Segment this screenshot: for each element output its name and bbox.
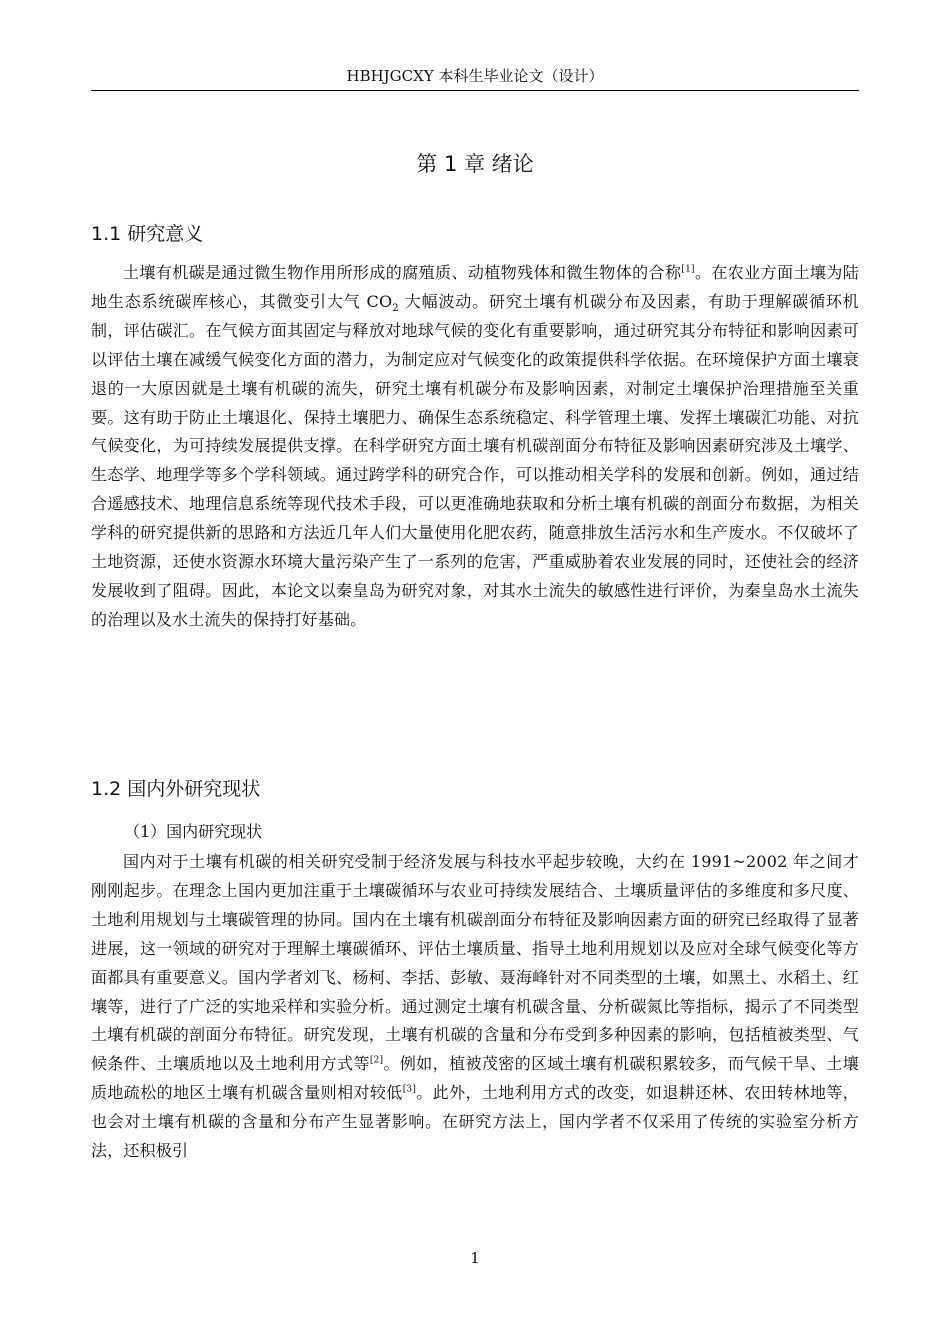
para-text: 国内对于土壤有机碳的相关研究受制于经济发展与科技水平起步较晚，大约在 1991~2002 年之间才刚刚起步。在理念上国内更加注重于土壤碳循环与农业可持续发展结合、土壤质量评估的多维度和多尺度、土地利用规划与土壤碳管理的协同。国内在土壤有机碳剖面分布特征及影响因素方面的研究已经取得了显著进展，这一领域的研究对于理解土壤碳循环、评估土壤质量、指导土地利用规划以及应对全球气候变化等方面都具有重要意义。国内学者刘飞、杨柯、李括、彭敏、聂海峰针对不同类型的土壤，如黑土、水稻土、红壤等，进行了广泛的实地采样和实验分析。通过测定土壤有机碳含量、分析碳氮比等指标，揭示了不同类型土壤有机碳的剖面分布特征。研究发现，土壤有机碳的含量和分布受到多种因素的影响，包括植被类型、气候条件、土壤质地以及土地利用方式等	[91, 852, 859, 1074]
subsection-heading: （1）国内研究现状	[124, 822, 263, 841]
para-text: 。例如，植被茂密的区域土壤有机碳积累较多，而气候干旱、土壤质地疏松的地区土壤有机碳含量则相对较低	[91, 1054, 859, 1103]
chapter-title: 第 1 章 绪论	[416, 152, 534, 176]
citation-1: [1]	[681, 264, 695, 275]
running-header: HBHJGCXY 本科生毕业论文（设计）	[346, 67, 604, 85]
citation-3: [3]	[402, 1084, 417, 1095]
page-number: 1	[470, 1249, 480, 1267]
header-rule	[91, 90, 859, 91]
section-1-1-paragraph	[91, 259, 859, 635]
section-1-1-heading: 1.1 研究意义	[91, 223, 204, 245]
para-text: 。在农业方面土壤为陆地生态系统碳库核心，其微变引大气 CO	[91, 263, 859, 311]
para-text: 大幅波动。研究土壤有机碳分布及因素，有助于理解碳循环机制，评估碳汇。在气候方面其固定与释放对地球气候的变化有重要影响，通过研究其分布特征和影响因素可以评估土壤在减缓气候变化方面的潜力，为制定应对气候变化的政策提供科学依据。在环境保护方面土壤衰退的一大原因就是土壤有机碳的流失，研究土壤有机碳分布及影响因素，对制定土壤保护治理措施至关重要。这有助于防止土壤退化、保持土壤肥力、确保生态系统稳定、科学管理土壤、发挥土壤碳汇功能、对抗气候变化，为可持续发展提供支撑。在科学研究方面土壤有机碳剖面分布特征及影响因素研究涉及土壤学、生态学、地理学等多个学科领域。通过跨学科的研究合作，可以推动相关学科的发展和创新。例如，通过结合遥感技术、地理信息系统等现代技术手段，可以更准确地获取和分析土壤有机碳的剖面分布数据，为相关学科的研究提供新的思路和方法近几年人们大量使用化肥农药，随意排放生活污水和生产废水。不仅破坏了土地资源，还使水资源水环境大量污染产生了一系列的危害，严重威胁着农业发展的同时，还使社会的经济发展收到了阻碍。因此，本论文以秦皇岛为研究对象，对其水土流失的敏感性进行评价，为秦皇岛水土流失的治理以及水土流失的保持打好基础。	[91, 291, 860, 629]
co2-subscript: 2	[392, 303, 399, 315]
para-text: 土壤有机碳是通过微生物作用所形成的腐殖质、动植物残体和微生物体的合称	[123, 263, 682, 282]
section-1-2-heading: 1.2 国内外研究现状	[91, 778, 261, 800]
para-text: 。此外，土地利用方式的改变，如退耕还林、农田转林地等，也会对土壤有机碳的含量和分布产生显著影响。在研究方法上，国内学者不仅采用了传统的实验室分析方法，还积极引	[91, 1083, 859, 1161]
section-1-2-paragraph	[91, 848, 859, 1166]
citation-2: [2]	[369, 1056, 384, 1067]
